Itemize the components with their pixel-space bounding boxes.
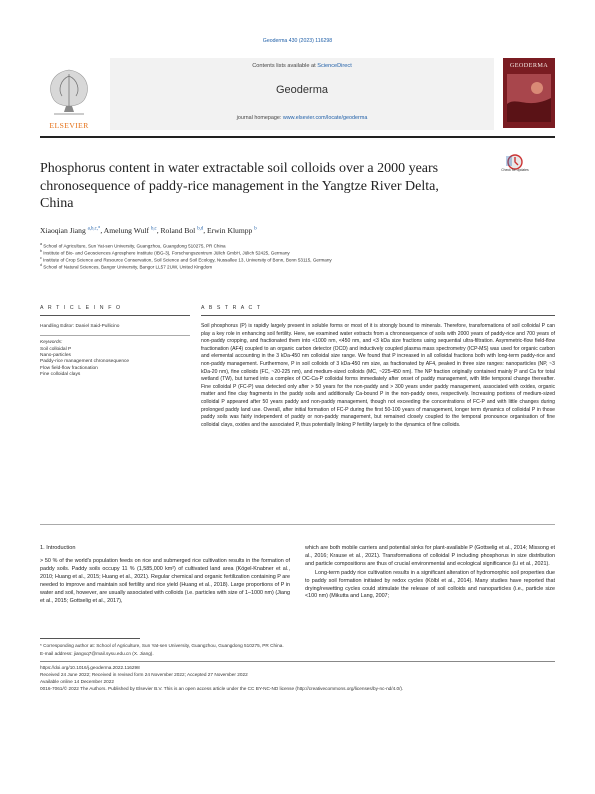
author-sup[interactable]: a,b,c,*	[87, 226, 101, 232]
contents-line	[110, 63, 494, 69]
publisher-name: ELSEVIER	[49, 121, 89, 130]
abstract-rule	[201, 315, 555, 316]
author-name[interactable]: Roland Bol	[160, 226, 196, 235]
available-online: Available online 14 December 2022	[40, 679, 114, 684]
keywords-label: Keywords:	[40, 340, 63, 345]
intro-paragraph: which are both mobile carriers and potential sinks for plant-available P (Gottselig et al., 2014; Missong et al., 2016; Krause et al., 2021). Transformations of colloidal P including phosphorus in size distribution and particle compositions are thus of crucial environmental and ecological significance (Li et al., 2021).	[305, 545, 555, 567]
homepage-prefix: journal homepage:	[236, 115, 283, 121]
journal-reference[interactable]: Geoderma 430 (2023) 116298	[262, 38, 333, 44]
author-name[interactable]: Xiaoqian Jiang	[40, 226, 86, 235]
header-rule	[40, 136, 555, 138]
info-rule	[40, 315, 190, 316]
elsevier-tree-logo-icon	[40, 58, 98, 126]
homepage-link[interactable]: www.elsevier.com/locate/geoderma	[282, 115, 368, 121]
abstract-text: Soil phosphorus (P) is rapidly largely present in soluble forms or most of it is strongly bound to minerals. Therefore, transformations of soil colloidal P can play a key role in enhancing soil fertility. Here, we examined water extracts from a chronosequence of soils with 2000 years of paddy-rice and 700 years of non-paddy cropping, and fractionated them into <1000 nm, <450 nm, and <3 kDa size fractions using sequential ultra-filtration. Asymmetric-flow field-flow fractionation (AF4) coupled to an organic carbon detector (OCD) and inductively coupled plasma mass spectrometry (ICP-MS) was used for organic carbon and elemental accounting in the 3 kDa-450 nm colloidal size range. We found that P increased in all colloidal fractions both with long-term paddy-rice and non-paddy management. Furthermore, P in soil colloids of 3 kDa-450 nm size, as fractionated by AF4, peaked in three size ranges: nanoparticles (NP, ~3 kDa-20 nm), fine colloids (FC, ~20-225 nm), and medium-sized colloids (MC, ~225-450 nm). The NP fraction originally contained mainly P and Ca for total wetland (TW), but turned into a complex of OC-Ca-P colloidal forms immediately after onset of paddy management, with little temporal change thereafter. Fine colloidal P (FC-P) was detected only after > 50 years for the non-paddy and > 300 years under paddy management, associated with oxides, organic matter and fine clay fragments in the paddy soils and additionally Ca-bound P in the non-paddy ones, respectively. Increasing portions of medium-sized colloidal P appeared after 50 years paddy and non-paddy management, though not exceeding the concentrations of FC-P and with little changes during prolonged paddy land use. Overall, after initial formation of FC-P during the first 50-100 years of management, longer term dynamics of colloidal P in those paddy soils was fairly independent of paddy or non-paddy management, but remained closely coupled to the temporal pronounce organisation of fine colloidal clays, oxides and the associated P, thus potentially linking P fertility largely to the dynamics of fine colloids.	[201, 323, 555, 428]
affiliation-text: School of Agriculture, Sun Yat-sen University, Guangzhou, Guangdong 510275, PR China	[43, 243, 226, 249]
homepage-line	[110, 115, 494, 121]
email-note[interactable]: E-mail address: jiangxq7@mail.sysu.edu.cn (X. Jiang).	[40, 651, 154, 656]
article-title: Phosphorus content in water extractable soil colloids over a 2000 years chronosequence of paddy-rice management in the Yangtze River Delta, China	[40, 161, 439, 211]
keyword: Paddy-rice management chronosequence	[40, 359, 130, 365]
author-sup[interactable]: b	[254, 226, 257, 232]
doi-link[interactable]: https://doi.org/10.1016/j.geoderma.2022.116298	[40, 665, 140, 670]
handling-editor: Handling Editor: Daniel Said-Pullicino	[40, 324, 120, 329]
intro-right-column	[305, 545, 555, 601]
footer-rule	[40, 661, 555, 662]
received-dates: Received 24 June 2022; Received in revised form 24 November 2022; Accepted 27 November 2022	[40, 672, 248, 677]
journal-name: Geoderma	[276, 84, 328, 96]
intro-left-column: > 50 % of the world's population feeds on rice and submerged rice cultivation results in the formation of paddy soils. Paddy soils occupy 11 % (1,585,000 km²) of cultivated land area (Kögel-Knabner et al., 2010; Huang et al., 2015; Huang et al., 2021). Regular chemical and organic fertilization containing P are needed to improve and maintain soil fertility and rice yield (Huang et al., 2018). Large proportions of P in water and soil, however, are usually associated with colloids (i.e. particles with size of 1–1000 nm) (Jiang et al., 2015; Gottselig et al., 2017),	[40, 558, 290, 604]
intro-paragraph: Long-term paddy rice cultivation results in a significant alteration of hydromorphic soil properties due to paddy soil formation initiated by redox cycles (Kölbl et al., 2014). Many studies have reported that drying/rewetting cycles could stimulate the release of soil colloids and nanoparticles (i.e., particle size <100 nm) (Mikutta and Lang, 2007;	[305, 569, 555, 600]
affiliation-text: School of Natural Sciences, Bangor University, Bangor LL57 2UW, United Kingdom	[43, 264, 213, 270]
author-name[interactable]: Erwin Klumpp	[207, 226, 253, 235]
author-sup[interactable]: b,c	[150, 226, 157, 232]
cover-title: GEODERMA	[509, 62, 549, 69]
abstract-end-rule	[40, 524, 555, 525]
affiliation-text: Institute of Crop Science and Resource Conservation, Soil Science and Soil Ecology, Nussallee 13, University of Bonn, Bonn 53115, Germany	[43, 257, 332, 263]
sciencedirect-link[interactable]: ScienceDirect	[317, 63, 352, 69]
keyword: Soil colloidal P	[40, 347, 72, 352]
corresponding-author-note: * Corresponding author at: School of Agriculture, Sun Yat-sen University, Guangzhou, Guangdong 510275, PR China.	[40, 643, 284, 648]
keyword: Flow field-flow fractionation	[40, 365, 98, 371]
affiliation	[40, 262, 555, 271]
author-name[interactable]: Amelung Wulf	[103, 226, 150, 235]
footnote-rule	[40, 638, 140, 639]
keyword-list	[40, 347, 190, 378]
affiliation-sup: b	[40, 249, 42, 253]
keyword: Fine colloidal clays	[40, 371, 81, 377]
check-for-updates-label[interactable]: Check for updates	[501, 168, 529, 172]
author-list: Xiaoqian Jiang $^{a,b,c,*}$, Amelung Wulf $^{b,c}$, Roland Bol $^{b,d}$, Erwin Klumpp $^b$	[40, 226, 257, 235]
affiliation-sup: d	[40, 263, 42, 267]
introduction-heading: 1. Introduction	[40, 545, 76, 551]
article-info-heading: A R T I C L E I N F O	[40, 305, 122, 311]
license-note[interactable]: 0016-7061/© 2022 The Authors. Published by Elsevier B.V. This is an open access article under the CC BY-NC-ND license (http://creativecommons.org/licenses/by-nc-nd/4.0/).	[40, 686, 404, 691]
affiliation-text: Institute of Bio- and Geosciences Agrosphere Institute (IBG-3), Forschungszentrum Jülich GmbH, Jülich 52425, Germany	[43, 250, 290, 256]
author-sup[interactable]: b,d	[197, 226, 204, 232]
keyword: Nano-particles	[40, 353, 71, 359]
contents-prefix: Contents lists available at	[252, 63, 318, 69]
affiliation-sup: a	[40, 242, 42, 246]
abstract-heading: A B S T R A C T	[201, 305, 262, 311]
cover-image-icon	[507, 74, 551, 122]
affiliation-sup: c	[40, 256, 42, 260]
editor-rule	[40, 335, 190, 336]
